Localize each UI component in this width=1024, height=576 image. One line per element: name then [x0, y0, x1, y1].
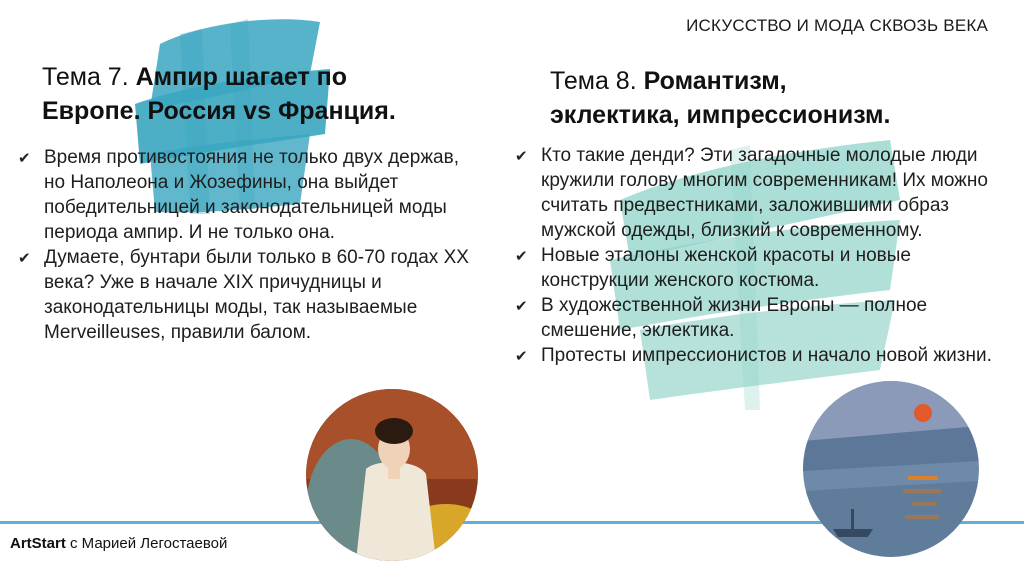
list-item: ✔ Думаете, бунтари были только в 60-70 годах XX века? Уже в начале XIX причудницы и законодательницы моды, так называемые Merveilleuses, правили балом. — [18, 247, 469, 343]
topic-7-title-line1: Ампир шагает по — [135, 63, 348, 91]
author-credit: с Марией Легостаевой — [65, 535, 228, 552]
checkmark-icon: ✔ — [515, 348, 528, 365]
checkmark-icon: ✔ — [515, 148, 528, 165]
brand-name: ArtStart — [10, 535, 66, 552]
footer-credits — [10, 535, 227, 552]
topic-7-bullet-list — [16, 145, 476, 345]
list-item: ✔ Протесты импрессионистов и начало новой жизни. — [513, 343, 1003, 368]
list-item: ✔ Новые эталоны женской красоты и новые конструкции женского костюма. — [515, 245, 911, 291]
topic-8-bullet-list — [513, 143, 1003, 368]
topic-7-heading: Тема 7. Ампир шагает по Европе. Россия vs Франция. — [42, 63, 396, 125]
topic-7-title-line2: Европе. Россия vs Франция. — [42, 97, 396, 125]
checkmark-icon: ✔ — [18, 250, 31, 267]
list-item: ✔ В художественной жизни Европы — полное смешение, эклектика. — [515, 295, 928, 341]
course-title: ИСКУССТВО И МОДА СКВОЗЬ ВЕКА — [686, 16, 988, 35]
topic-8-title-line1: Романтизм, — [643, 67, 787, 95]
portrait-painting-image — [306, 389, 478, 561]
impressionist-painting-image — [803, 381, 979, 557]
topic-8-heading: Тема 8. Романтизм, эклектика, импрессионизм. — [550, 67, 891, 129]
topic-8-title-line2: эклектика, импрессионизм. — [550, 101, 891, 129]
list-item: ✔ Время противостояния не только двух держав, но Наполеона и Жозефины, она выйдет победительницей и законодательницей моды периода ампир. И не только она. — [18, 147, 459, 243]
checkmark-icon: ✔ — [515, 248, 528, 265]
list-item: ✔ Кто такие денди? Эти загадочные молодые люди кружили голову многим современникам! Их можно считать предвестниками, заложившими образ мужской одежды, близкий к современному. — [515, 145, 988, 241]
checkmark-icon: ✔ — [515, 298, 528, 315]
checkmark-icon: ✔ — [18, 150, 31, 167]
